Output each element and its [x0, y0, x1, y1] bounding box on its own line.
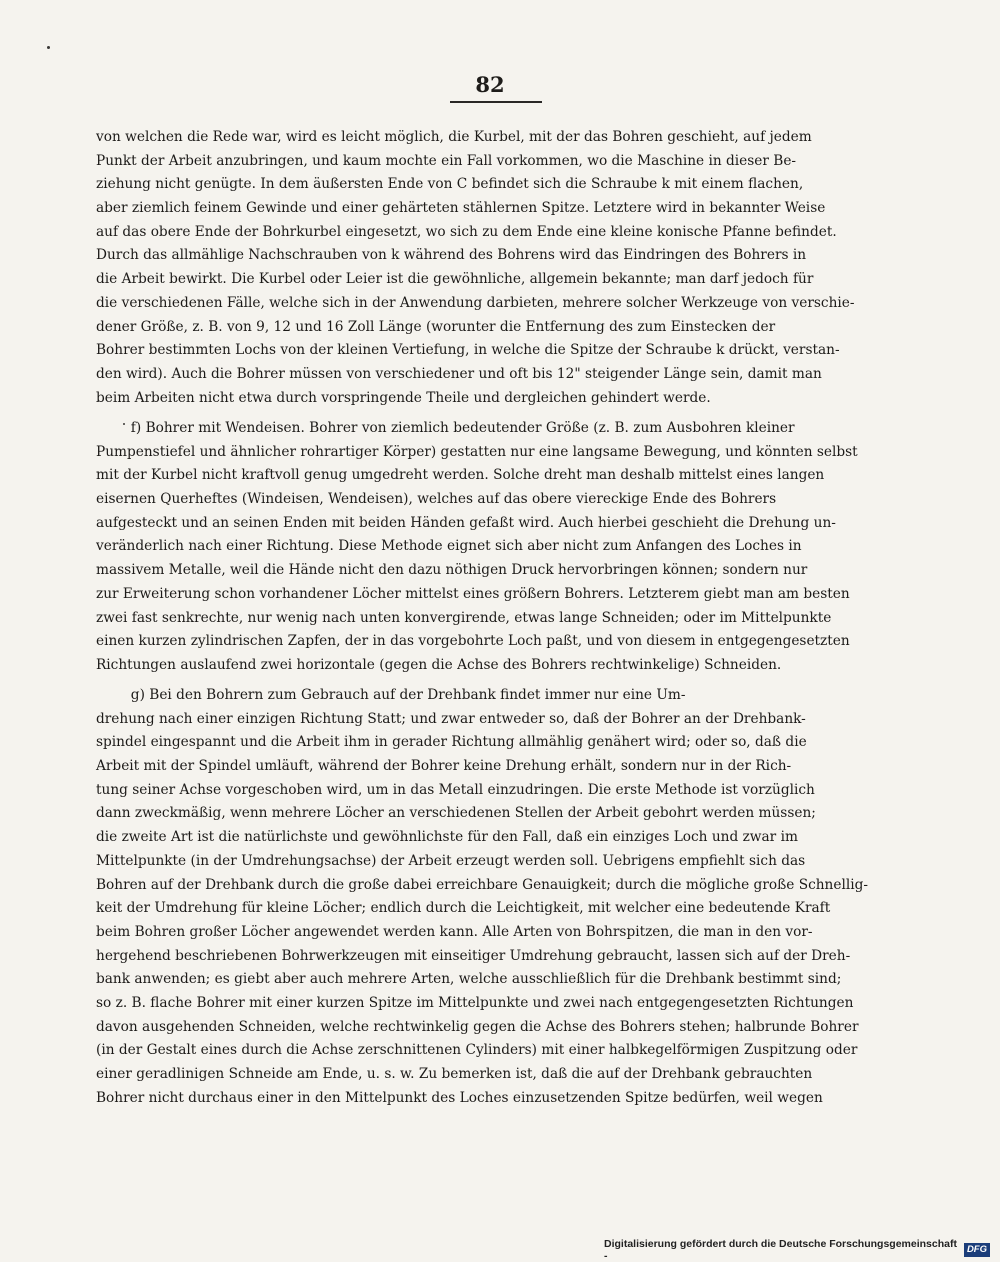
text-line: f) Bohrer mit Wendeisen. Bohrer von ziemlich bedeutender Größe (z. B. zum Ausbohren kleiner: [96, 420, 795, 436]
paragraph-g: [96, 684, 906, 1110]
paragraph-f: [96, 417, 906, 678]
text-line: von welchen die Rede war, wird es leicht möglich, die Kurbel, mit der das Bohren geschieht, auf jedem: [96, 129, 812, 145]
text-line: Pumpenstiefel und ähnlicher rohrartiger Körper) gestatten nur eine langsame Bewegung, und könnten selbst: [96, 443, 858, 460]
text-line: aber ziemlich feinem Gewinde und einer gehärteten stählernen Spitze. Letztere wird in bekannter Weise: [96, 200, 826, 217]
text-line: ziehung nicht genügte. In dem äußersten Ende von C befindet sich die Schraube k mit einem flachen,: [96, 176, 804, 193]
text-line: beim Arbeiten nicht etwa durch vorspringende Theile und dergleichen gehindert werde.: [96, 389, 711, 406]
text-line: Arbeit mit der Spindel umläuft, während der Bohrer keine Drehung erhält, sondern nur in der Rich-: [96, 758, 792, 775]
text-line: dann zweckmäßig, wenn mehrere Löcher an verschiedenen Stellen der Arbeit gebohrt werden müssen;: [96, 805, 816, 822]
text-line: Richtungen auslaufend zwei horizontale (gegen die Achse des Bohrers rechtwinkelige) Schneiden.: [96, 656, 782, 673]
text-line: veränderlich nach einer Richtung. Diese Methode eignet sich aber nicht zum Anfangen des Loches in: [96, 538, 802, 555]
text-line: Durch das allmählige Nachschrauben von k während des Bohrens wird das Eindringen des Bohrers in: [96, 247, 807, 264]
text-line: den wird). Auch die Bohrer müssen von verschiedener und oft bis 12" steigender Länge sein, damit man: [96, 365, 822, 382]
text-line: Punkt der Arbeit anzubringen, und kaum mochte ein Fall vorkommen, wo die Maschine in dieser Be-: [96, 152, 797, 169]
text-line: so z. B. flache Bohrer mit einer kurzen Spitze im Mittelpunkte und zwei nach entgegengesetzten Richtungen: [96, 994, 854, 1011]
text-line: eisernen Querheftes (Windeisen, Wendeisen), welches auf das obere viereckige Ende des Bohrers: [96, 491, 777, 508]
text-line: einen kurzen zylindrischen Zapfen, der in das vorgebohrte Loch paßt, und von diesem in entgegengesetzten: [96, 633, 850, 650]
paragraph-continuation: [96, 126, 906, 410]
text-line: zur Erweiterung schon vorhandener Löcher mittelst eines größern Bohrers. Letzterem giebt man am besten: [96, 585, 850, 602]
scan-speck: [47, 46, 50, 49]
text-line: (in der Gestalt eines durch die Achse zerschnittenen Cylinders) mit einer halbkegelförmigen Zuspitzung oder: [96, 1042, 858, 1059]
text-line: keit der Umdrehung für kleine Löcher; endlich durch die Leichtigkeit, mit welcher eine bedeutende Kraft: [96, 900, 831, 917]
page-number: 82: [475, 72, 505, 97]
text-line: mit der Kurbel nicht kraftvoll genug umgedreht werden. Solche dreht man deshalb mittelst eines langen: [96, 467, 825, 484]
text-line: Bohrer nicht durchaus einer in den Mittelpunkt des Loches einzusetzenden Spitze bedürfen, weil wegen: [96, 1089, 823, 1106]
text-line: die verschiedenen Fälle, welche sich in der Anwendung darbieten, mehrere solcher Werkzeuge von verschie-: [96, 294, 855, 311]
text-line: zwei fast senkrechte, nur wenig nach unten konvergirende, etwas lange Schneiden; oder im Mittelpunkte: [96, 609, 832, 626]
text-line: bank anwenden; es giebt aber auch mehrere Arten, welche ausschließlich für die Drehbank bestimmt sind;: [96, 971, 842, 988]
footer-credit-text: Digitalisierung gefördert durch die Deutsche Forschungsgemeinschaft -: [604, 1238, 957, 1262]
text-line: spindel eingespannt und die Arbeit ihm in gerader Richtung allmählig genähert wird; oder so, daß die: [96, 734, 807, 751]
text-line: g) Bei den Bohrern zum Gebrauch auf der Drehbank findet immer nur eine Um-: [96, 687, 686, 703]
text-line: die Arbeit bewirkt. Die Kurbel oder Leier ist die gewöhnliche, allgemein bekannte; man darf jedoch für: [96, 271, 814, 288]
text-line: die zweite Art ist die natürlichste und gewöhnlichste für den Fall, daß ein einziges Loch und zwar im: [96, 829, 798, 846]
text-line: auf das obere Ende der Bohrkurbel eingesetzt, wo sich zu dem Ende eine kleine konische Pfanne befindet.: [96, 223, 837, 240]
text-line: beim Bohren großer Löcher angewendet werden kann. Alle Arten von Bohrspitzen, die man in den vor-: [96, 923, 813, 940]
text-line: einer geradlinigen Schneide am Ende, u. s. w. Zu bemerken ist, daß die auf der Drehbank gebrauchten: [96, 1066, 813, 1082]
digitization-footer: [604, 1238, 990, 1262]
text-line: dener Größe, z. B. von 9, 12 und 16 Zoll Länge (worunter die Entfernung des zum Einstecken der: [96, 318, 776, 335]
text-line: drehung nach einer einzigen Richtung Statt; und zwar entweder so, daß der Bohrer an der Drehbank-: [96, 710, 806, 727]
dfg-logo: DFG: [964, 1243, 990, 1257]
text-line: hergehend beschriebenen Bohrwerkzeugen mit einseitiger Umdrehung gebraucht, lassen sich auf der Dreh-: [96, 947, 851, 964]
page-number-rule: [450, 101, 542, 103]
text-line: massivem Metalle, weil die Hände nicht den dazu nöthigen Druck hervorbringen können; sondern nur: [96, 562, 808, 579]
text-line: davon ausgehenden Schneiden, welche rechtwinkelig gegen die Achse des Bohrers stehen; halbrunde Bohrer: [96, 1018, 859, 1035]
text-line: Bohrer bestimmten Lochs von der kleinen Vertiefung, in welche die Spitze der Schraube k drückt, verstan-: [96, 342, 840, 359]
text-line: tung seiner Achse vorgeschoben wird, um in das Metall einzudringen. Die erste Methode ist vorzüglich: [96, 781, 815, 798]
text-line: Bohren auf der Drehbank durch die große dabei erreichbare Genauigkeit; durch die mögliche große Schnellig-: [96, 876, 868, 893]
text-line: Mittelpunkte (in der Umdrehungsachse) der Arbeit erzeugt werden soll. Uebrigens empfiehlt sich das: [96, 852, 806, 869]
text-line: aufgesteckt und an seinen Enden mit beiden Händen gefaßt wird. Auch hierbei geschieht die Drehung un-: [96, 514, 836, 531]
